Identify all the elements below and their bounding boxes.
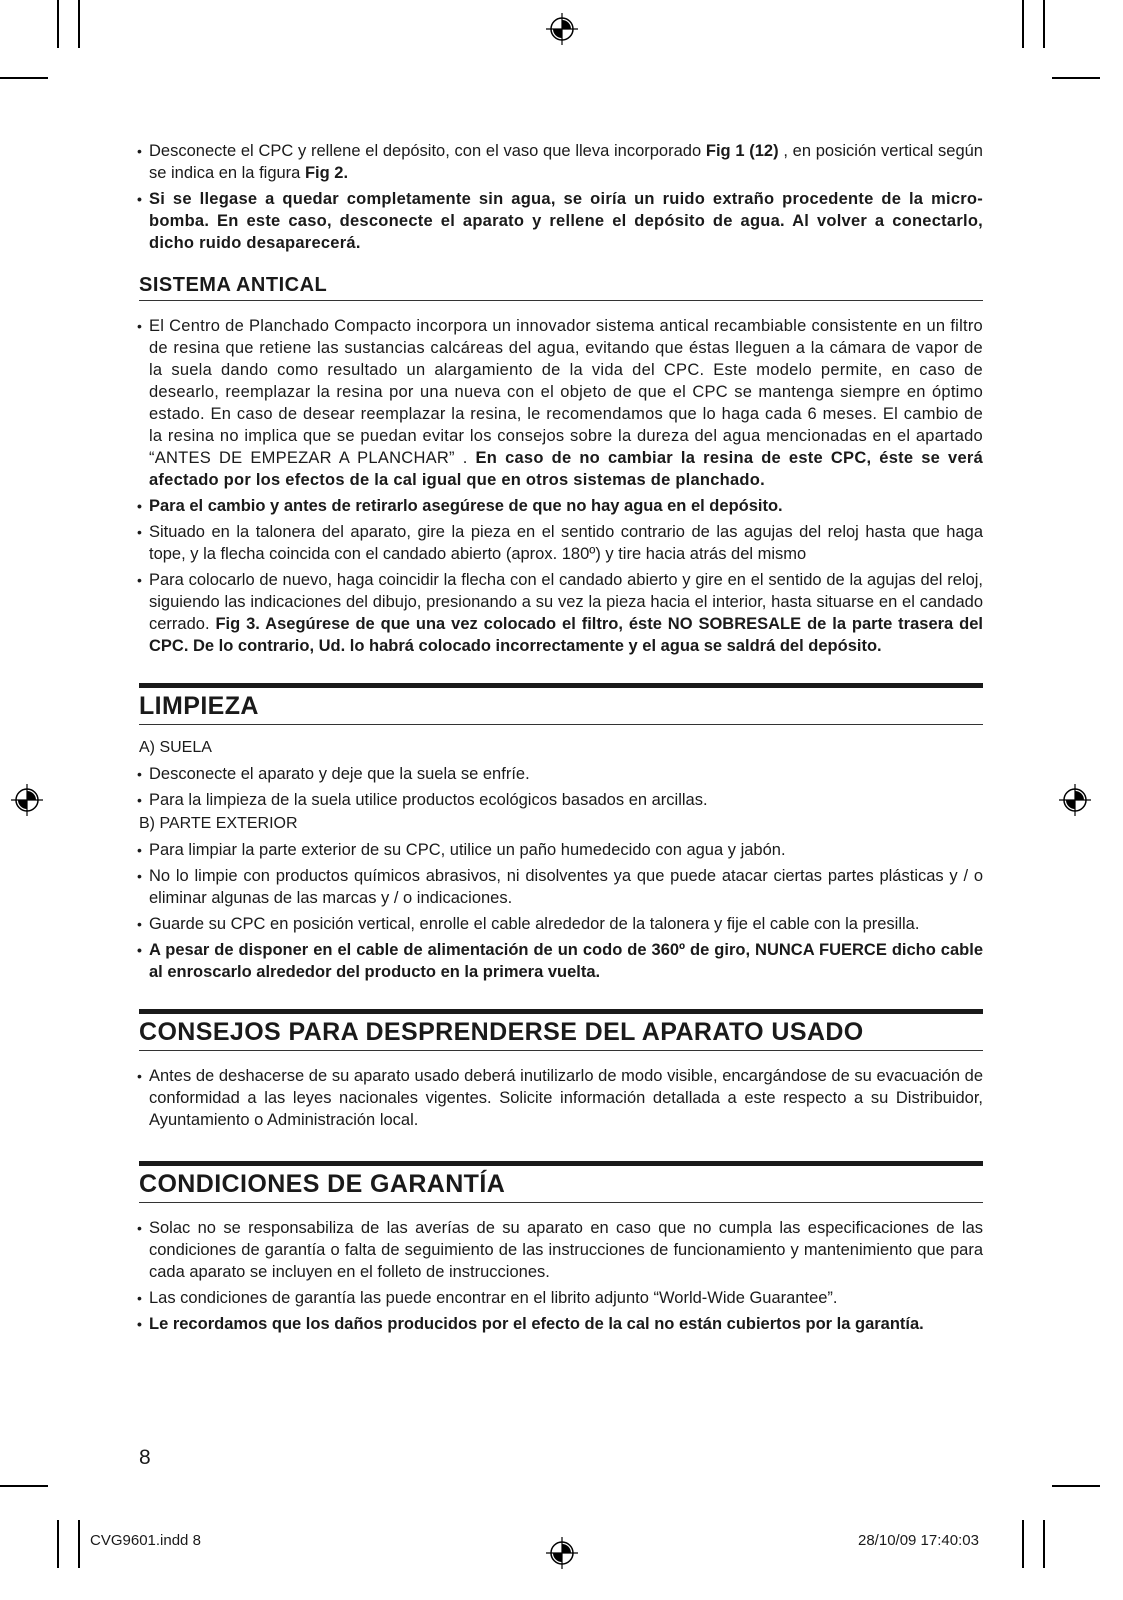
garantia-bullet: • Las condiciones de garantía las puede encontrar en el librito adjunto “World-Wide Guarantee”. [139, 1287, 983, 1309]
crop-mark [57, 0, 59, 48]
intro-text: , en posición vertical según se indica en la figura [149, 142, 983, 182]
antical-warning-text: Fig 3. Asegúrese de que una vez colocado el filtro, éste NO SOBRESALE de la parte trasera del CPC. De lo contrario, Ud. lo habrá colocado incorrectamente y el agua se saldrá del depósito. [149, 615, 983, 655]
crop-mark [0, 77, 48, 79]
antical-bullet-description [139, 315, 983, 491]
intro-text: Desconecte el CPC y rellene el depósito, con el vaso que lleva incorporado [149, 142, 706, 160]
fig-reference: Fig 2. [304, 164, 349, 182]
crop-mark [78, 0, 80, 48]
garantia-bullet: • Solac no se responsabiliza de las averías de su aparato en caso que no cumpla las especificaciones de las condiciones de garantía o falta de seguimiento de las instrucciones de funcionamiento y mantenimiento que para cada aparato se incluyen en el folleto de instrucciones. [139, 1217, 983, 1283]
subsection-label-exterior: B) PARTE EXTERIOR [139, 815, 298, 832]
crop-mark [78, 1520, 80, 1568]
consejos-bullet: • Antes de deshacerse de su aparato usado deberá inutilizarlo de modo visible, encargándose de su evacuación de conformidad a las leyes nacionales vigentes. Solicite información detallada a este respecto a su Distribuidor, Ayuntamiento o Administración local. [139, 1065, 983, 1131]
section-header-garantia [139, 1161, 983, 1203]
limpieza-bullet: • Para limpiar la parte exterior de su CPC, utilice un paño humedecido con agua y jabón. [139, 839, 983, 861]
section-title-limpieza: LIMPIEZA [139, 690, 983, 725]
antical-text: Para colocarlo de nuevo, haga coincidir la flecha con el candado abierto y gire en el sentido de la agujas del reloj, siguiendo las indicaciones del dibujo, presionando a su vez la pieza hacia el interior, hasta situarse en el candado cerrado. [149, 571, 983, 633]
antical-text: El Centro de Planchado Compacto incorpora un innovador sistema antical recambiable consistente en un filtro de resina que retiene las sustancias calcáreas del agua, evitando que éstas lleguen a la cámara de vapor de la suela dando como resultado un alargamiento de la vida del CPC. Este modelo permite, en caso de desearlo, reemplazar la resina por una nueva con el objeto de que el CPC se mantenga siempre en óptimo estado. En caso de desear reemplazar la resina, le recomendamos que lo haga cada 6 meses. El cambio de la resina no implica que se puedan evitar los consejos sobre la dureza del agua mencionadas en el apartado “ANTES DE EMPEZAR A PLANCHAR” . [149, 317, 983, 467]
limpieza-bullet: • No lo limpie con productos químicos abrasivos, ni disolventes ya que puede atacar ciertas partes plásticas y / o eliminar algunas de las marcas y / o indicaciones. [139, 865, 983, 909]
crop-mark [57, 1520, 59, 1568]
crop-mark [0, 1485, 48, 1487]
section-title-consejos: CONSEJOS PARA DESPRENDERSE DEL APARATO USADO [139, 1016, 983, 1051]
antical-warning-text: En caso de no cambiar la resina de este CPC, éste se verá afectado por los efectos de la cal igual que en otros sistemas de planchado. [149, 449, 984, 489]
crop-mark [1043, 1520, 1045, 1568]
limpieza-bullet: • Desconecte el aparato y deje que la suela se enfríe. [139, 763, 983, 785]
page-content [139, 140, 983, 1339]
intro-bullet-warning: • Si se llegase a quedar completamente sin agua, se oiría un ruido extraño procedente de la micro-bomba. En este caso, desconecte el aparato y rellene el depósito de agua. Al volver a conectarlo, dicho ruido desaparecerá. [139, 188, 983, 254]
section-header-limpieza [139, 683, 983, 725]
section-rule [139, 1161, 983, 1166]
crop-mark [1022, 1520, 1024, 1568]
footer-timestamp: 28/10/09 17:40:03 [858, 1532, 979, 1549]
crop-mark [1052, 1485, 1100, 1487]
antical-bullet-refit [139, 569, 983, 657]
registration-mark-icon [10, 783, 44, 817]
registration-mark-icon [545, 12, 579, 46]
registration-mark-icon [545, 1536, 579, 1570]
antical-bullet-check-water: • Para el cambio y antes de retirarlo asegúrese de que no hay agua en el depósito. [139, 495, 983, 517]
limpieza-bullet-warning: • A pesar de disponer en el cable de alimentación de un codo de 360º de giro, NUNCA FUERCE dicho cable al enroscarlo alrededor del producto en la primera vuelta. [139, 939, 983, 983]
fig-reference: Fig 1 (12) [705, 142, 779, 160]
section-title-antical: SISTEMA ANTICAL [139, 274, 983, 301]
limpieza-bullet: • Guarde su CPC en posición vertical, enrolle el cable alrededor de la talonera y fije el cable con la presilla. [139, 913, 983, 935]
subsection-label-suela: A) SUELA [139, 739, 212, 756]
crop-mark [1043, 0, 1045, 48]
section-rule [139, 1009, 983, 1014]
section-header-consejos [139, 1009, 983, 1051]
page-number: 8 [139, 1446, 151, 1469]
limpieza-bullet: • Para la limpieza de la suela utilice productos ecológicos basados en arcillas. [139, 789, 983, 811]
section-title-garantia: CONDICIONES DE GARANTÍA [139, 1168, 983, 1203]
intro-bullet-refill [139, 140, 983, 184]
garantia-bullet-warning: • Le recordamos que los daños producidos por el efecto de la cal no están cubiertos por la garantía. [139, 1313, 983, 1335]
section-rule [139, 683, 983, 688]
crop-mark [1022, 0, 1024, 48]
registration-mark-icon [1058, 783, 1092, 817]
footer-filename: CVG9601.indd 8 [90, 1532, 201, 1549]
antical-bullet-remove: • Situado en la talonera del aparato, gire la pieza en el sentido contrario de las agujas del reloj hasta que haga tope, y la flecha coincida con el candado abierto (aprox. 180º) y tire hacia atrás del mismo [139, 521, 983, 565]
crop-mark [1052, 77, 1100, 79]
